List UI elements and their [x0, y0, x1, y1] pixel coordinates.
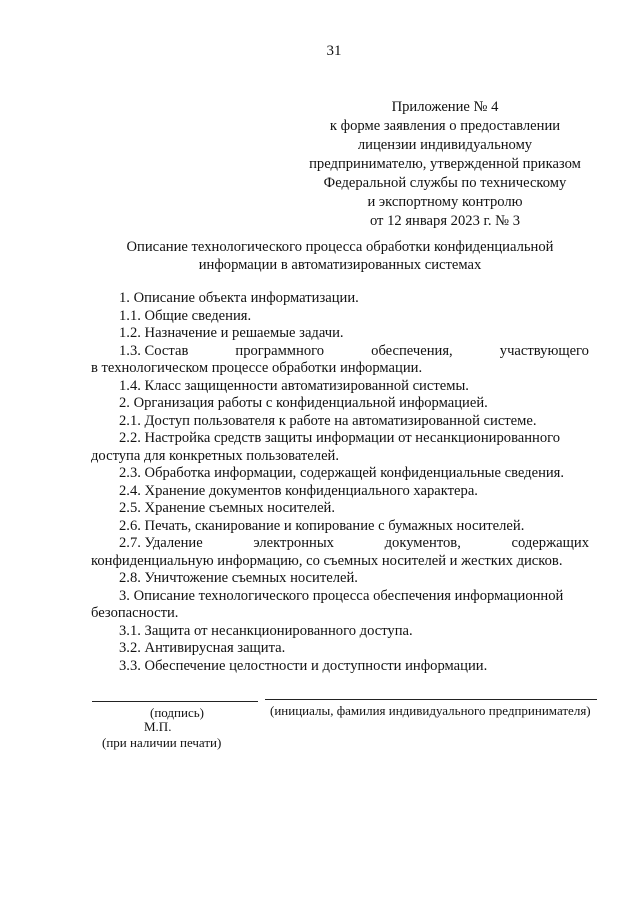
section-heading: 1. Описание объекта информатизации.: [119, 290, 359, 306]
appendix-line: от 12 января 2023 г. № 3: [369, 213, 521, 229]
appendix-line: Федеральной службы по техническому: [323, 175, 567, 191]
signature-line: [92, 701, 258, 702]
appendix-line: лицензии индивидуальному: [357, 137, 533, 153]
title-line: информации в автоматизированных системах: [198, 257, 482, 273]
list-item: 2.1. Доступ пользователя к работе на автоматизированной системе.: [119, 412, 537, 429]
document-body: [91, 290, 589, 675]
list-item-continuation: доступа для конкретных пользователей.: [91, 447, 340, 464]
document-title: [90, 238, 590, 274]
list-item: 1.2. Назначение и решаемые задачи.: [119, 325, 344, 341]
list-item-continuation: конфиденциальную информацию, со съемных носителей и жестких дисков.: [91, 552, 563, 569]
list-item: 2.6. Печать, сканирование и копирование с бумажных носителей.: [119, 517, 525, 534]
initials-line: [265, 699, 597, 700]
list-item: 3.1. Защита от несанкционированного доступа.: [119, 622, 413, 639]
stamp-place-label: М.П.: [144, 719, 172, 734]
section-heading: 2. Организация работы с конфиденциальной информацией.: [119, 395, 488, 411]
list-item-continuation: безопасности.: [91, 605, 179, 621]
stamp-note-label: (при наличии печати): [102, 735, 222, 750]
appendix-line: к форме заявления о предоставлении: [329, 118, 561, 134]
list-item: 2.5. Хранение съемных носителей.: [119, 500, 336, 516]
word: документов,: [384, 535, 461, 551]
appendix-line: Приложение № 4: [391, 99, 499, 115]
word: 1.3. Состав: [119, 342, 189, 359]
initials-label: (инициалы, фамилия индивидуального предпринимателя): [270, 703, 591, 718]
list-item: [91, 535, 589, 553]
appendix-line: и экспортному контролю: [367, 194, 523, 210]
list-item: 1.4. Класс защищенности автоматизированной системы.: [119, 377, 469, 394]
word: участвующего: [499, 342, 589, 359]
appendix-header: [285, 98, 605, 231]
list-item: 2.3. Обработка информации, содержащей конфиденциальные сведения.: [119, 465, 565, 481]
word: обеспечения,: [371, 342, 453, 359]
word: электронных: [253, 535, 334, 551]
list-item: 2.4. Хранение документов конфиденциального характера.: [119, 482, 478, 499]
list-item: [91, 343, 589, 361]
list-item: 3.3. Обеспечение целостности и доступности информации.: [119, 657, 488, 674]
section-heading: 3. Описание технологического процесса обеспечения информационной: [119, 587, 564, 604]
list-item: 2.8. Уничтожение съемных носителей.: [119, 570, 358, 586]
word: программного: [235, 342, 325, 359]
list-item: 3.2. Антивирусная защита.: [119, 640, 286, 656]
word: 2.7. Удаление: [119, 535, 203, 551]
list-item: 1.1. Общие сведения.: [119, 307, 252, 324]
signature-label: (подпись): [150, 705, 204, 720]
word: содержащих: [511, 535, 589, 551]
title-line: Описание технологического процесса обработки конфиденциальной: [126, 239, 554, 255]
list-item-continuation: в технологическом процессе обработки информации.: [91, 360, 423, 376]
appendix-line: предпринимателю, утвержденной приказом: [309, 156, 581, 172]
page-number: 31: [326, 43, 342, 59]
list-item: 2.2. Настройка средств защиты информации от несанкционированного: [119, 430, 561, 446]
